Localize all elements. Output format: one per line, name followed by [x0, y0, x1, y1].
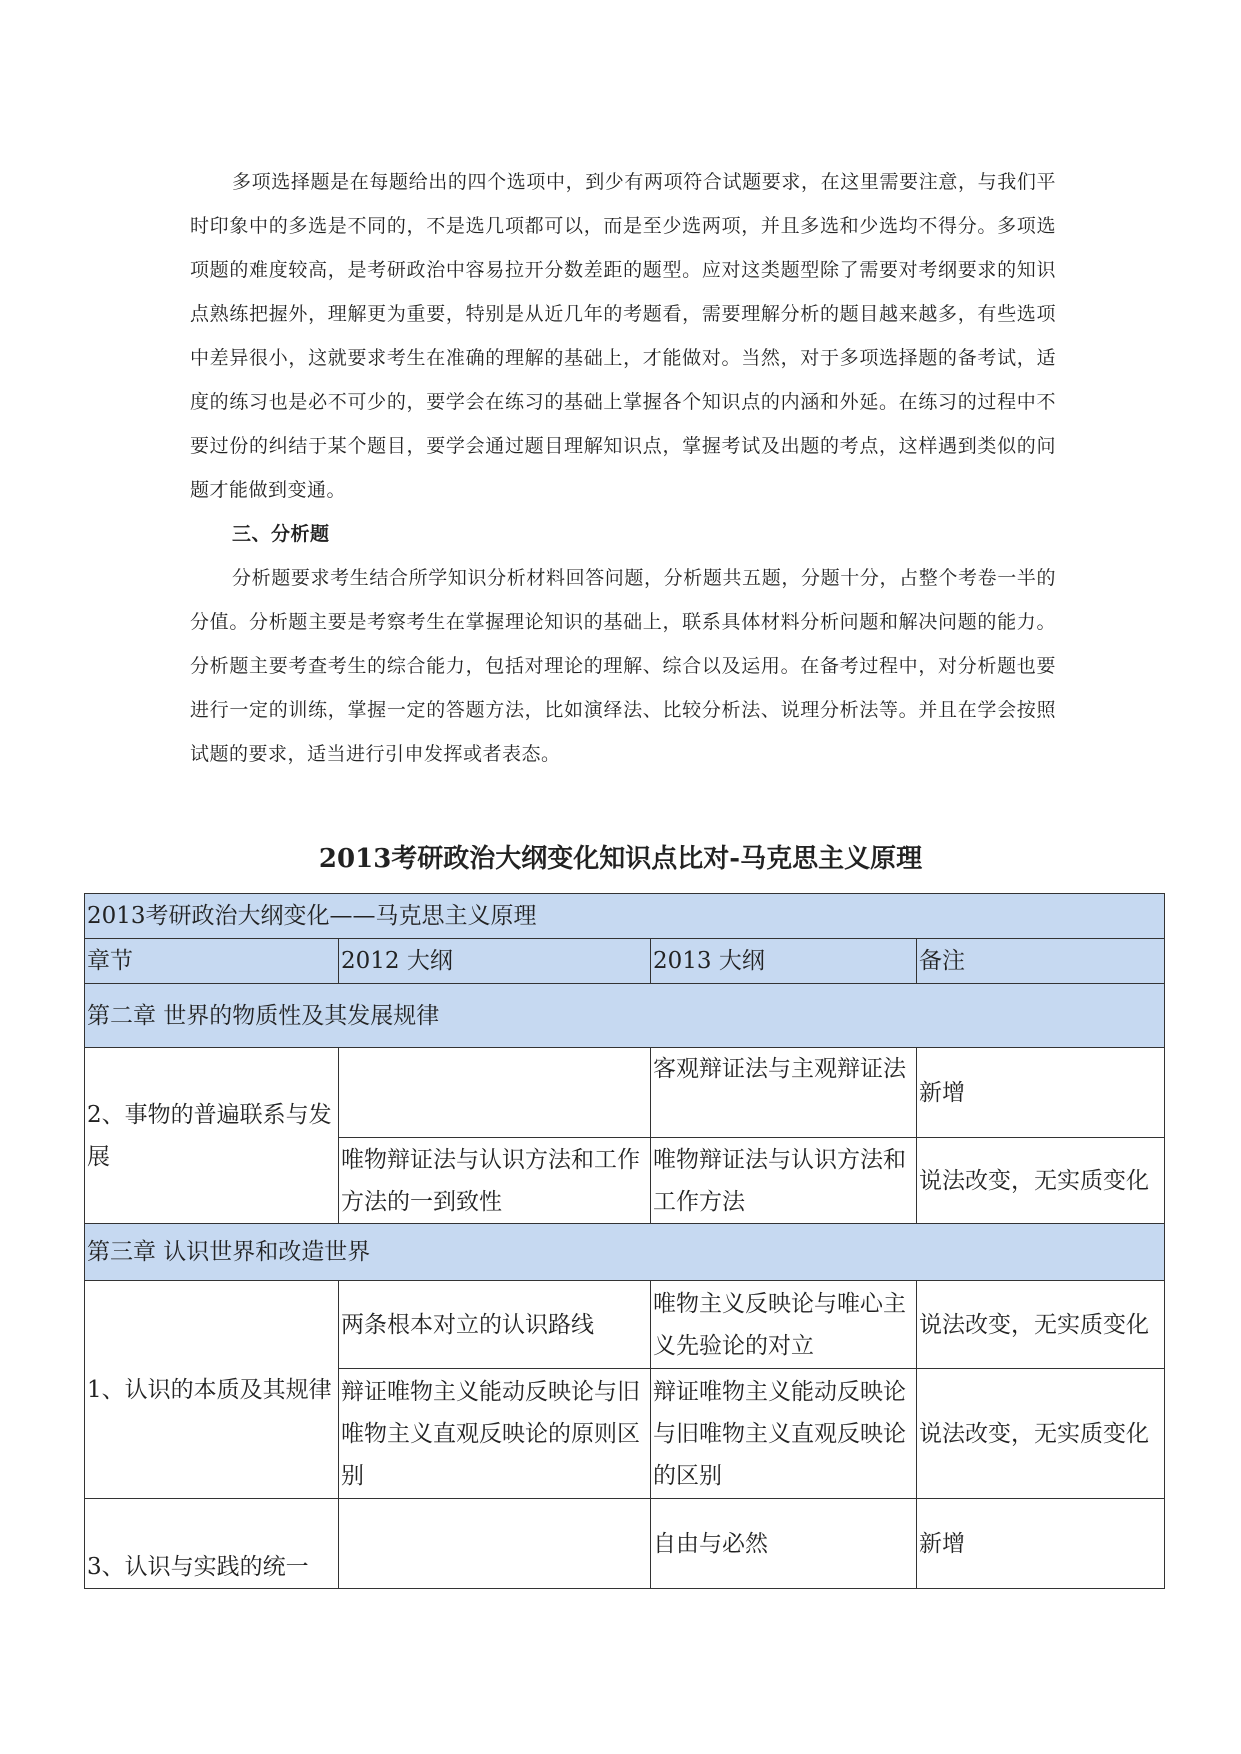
section-cell: 2、事物的普遍联系与发展 [85, 1048, 339, 1224]
section-cell: 3、认识与实践的统一 [85, 1499, 339, 1589]
table-caption-row [85, 894, 1165, 939]
paragraph-analysis: 分析题要求考生结合所学知识分析材料回答问题，分析题共五题，分题十分，占整个考卷一半的分值。分析题主要是考察考生在掌握理论知识的基础上，联系具体材料分析问题和解决问题的能力。分析题主要考查考生的综合能力，包括对理论的理解、综合以及运用。在备考过程中，对分析题也要进行一定的训练，掌握一定的答题方法，比如演绎法、比较分析法、说理分析法等。并且在学会按照试题的要求，适当进行引申发挥或者表态。 [190, 567, 1056, 765]
cell-2012: 唯物辩证法与认识方法和工作方法的一到致性 [339, 1138, 651, 1224]
section-heading-analysis: 三、分析题 [232, 523, 330, 545]
chapter-row [85, 1224, 1165, 1281]
cell-2012: 辩证唯物主义能动反映论与旧唯物主义直观反映论的原则区别 [339, 1369, 651, 1499]
cell-2013: 唯物辩证法与认识方法和工作方法 [651, 1138, 917, 1224]
document-title: 2013考研政治大纲变化知识点比对-马克思主义原理 [318, 844, 923, 874]
table-row [85, 1499, 1165, 1589]
comparison-table [84, 893, 1165, 1589]
cell-2013: 客观辩证法与主观辩证法 [651, 1048, 917, 1138]
header-chapter: 章节 [85, 939, 339, 984]
header-note: 备注 [917, 939, 1165, 984]
cell-2013: 辩证唯物主义能动反映论与旧唯物主义直观反映论的区别 [651, 1369, 917, 1499]
paragraph-multiple-choice: 多项选择题是在每题给出的四个选项中，到少有两项符合试题要求，在这里需要注意，与我们平时印象中的多选是不同的，不是选几项都可以，而是至少选两项，并且多选和少选均不得分。多项选项题的难度较高，是考研政治中容易拉开分数差距的题型。应对这类题型除了需要对考纲要求的知识点熟练把握外，理解更为重要，特别是从近几年的考题看，需要理解分析的题目越来越多，有些选项中差异很小，这就要求考生在准确的理解的基础上，才能做对。当然，对于多项选择题的备考试，适度的练习也是必不可少的，要学会在练习的基础上掌握各个知识点的内涵和外延。在练习的过程中不要过份的纠结于某个题目，要学会通过题目理解知识点，掌握考试及出题的考点，这样遇到类似的问题才能做到变通。 [190, 171, 1056, 501]
table-header-row [85, 939, 1165, 984]
section-cell: 1、认识的本质及其规律 [85, 1281, 339, 1499]
cell-2013: 唯物主义反映论与唯心主义先验论的对立 [651, 1281, 917, 1369]
chapter-row [85, 984, 1165, 1048]
cell-note: 说法改变，无实质变化 [917, 1138, 1165, 1224]
header-2013: 2013 大纲 [651, 939, 917, 984]
table-row [85, 1048, 1165, 1138]
table-caption: 2013考研政治大纲变化——马克思主义原理 [85, 894, 1165, 939]
cell-note: 新增 [917, 1048, 1165, 1138]
cell-2012 [339, 1048, 651, 1138]
cell-2013: 自由与必然 [651, 1499, 917, 1589]
chapter-title: 第二章 世界的物质性及其发展规律 [85, 984, 1165, 1048]
table-row [85, 1281, 1165, 1369]
cell-2012 [339, 1499, 651, 1589]
chapter-title: 第三章 认识世界和改造世界 [85, 1224, 1165, 1281]
cell-2012: 两条根本对立的认识路线 [339, 1281, 651, 1369]
header-2012: 2012 大纲 [339, 939, 651, 984]
cell-note: 说法改变，无实质变化 [917, 1369, 1165, 1499]
cell-note: 说法改变，无实质变化 [917, 1281, 1165, 1369]
cell-note: 新增 [917, 1499, 1165, 1589]
body-text [190, 160, 1056, 776]
